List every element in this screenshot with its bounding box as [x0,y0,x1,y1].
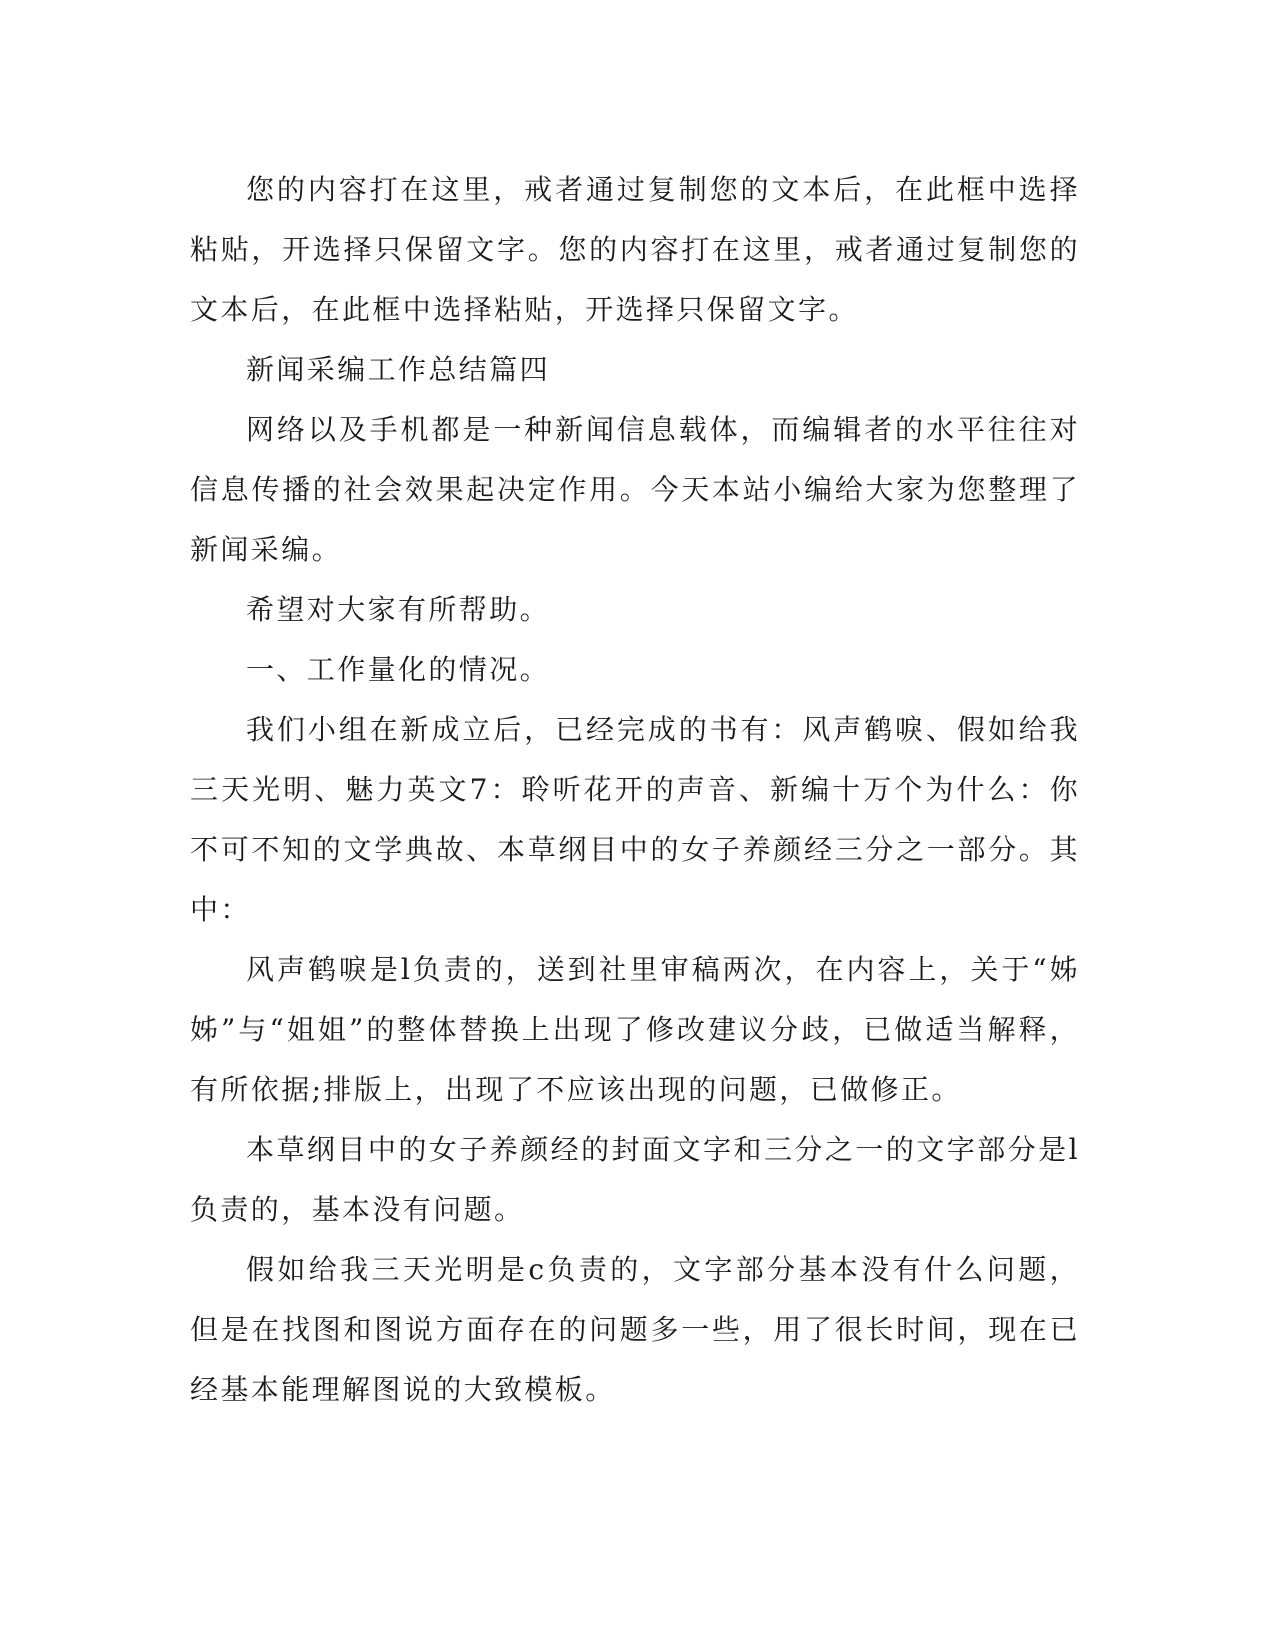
paragraph-book-one: 风声鹤唳是l负责的，送到社里审稿两次，在内容上，关于“姊姊”与“姐姐”的整体替换上出现了修改建议分歧，已做适当解释，有所依据;排版上，出现了不应该出现的问题，已做修正。 [190,953,1080,1106]
subheading-work-quantification: 一、工作量化的情况。 [246,653,551,686]
paragraph-overview: 网络以及手机都是一种新闻信息载体，而编辑者的水平往往对信息传播的社会效果起决定作用。今天本站小编给大家为您整理了新闻采编。 [190,413,1080,566]
paragraph-book-three: 假如给我三天光明是c负责的，文字部分基本没有什么问题，但是在找图和图说方面存在的问题多一些，用了很长时间，现在已经基本能理解图说的大致模板。 [190,1253,1080,1406]
paragraph-wish: 希望对大家有所帮助。 [246,593,551,626]
paragraph-intro: 您的内容打在这里，戒者通过复制您的文本后，在此框中选择粘贴，开选择只保留文字。您的内容打在这里，戒者通过复制您的文本后，在此框中选择粘贴，开选择只保留文字。 [190,173,1080,326]
section-heading: 新闻采编工作总结篇四 [246,353,551,386]
paragraph-completed-books: 我们小组在新成立后，已经完成的书有：风声鹤唳、假如给我三天光明、魅力英文7：聆听花开的声音、新编十万个为什么：你不可不知的文学典故、本草纲目中的女子养颜经三分之一部分。其中： [190,713,1080,926]
document-body [190,160,1080,1420]
paragraph-book-two: 本草纲目中的女子养颜经的封面文字和三分之一的文字部分是l负责的，基本没有问题。 [190,1133,1080,1226]
